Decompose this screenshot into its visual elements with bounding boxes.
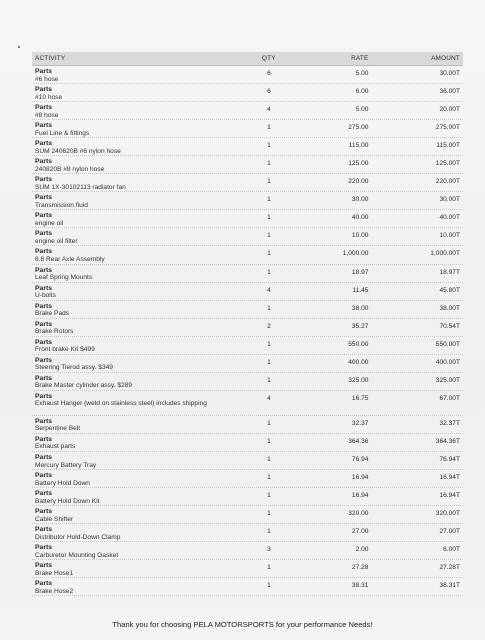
activity-cell <box>32 301 254 318</box>
qty-cell: 2 <box>267 322 271 330</box>
amount-cell: 70.54T <box>439 322 460 330</box>
rate-cell: 325.00 <box>348 376 369 384</box>
activity-cell <box>32 138 254 155</box>
activity-title: Parts <box>35 490 53 498</box>
amount-cell: 30.00T <box>439 70 460 77</box>
activity-cell <box>32 560 254 577</box>
rate-cell: 320.00 <box>348 510 369 518</box>
activity-description: #8 hose <box>35 111 59 119</box>
amount-cell: 10.00T <box>439 232 460 240</box>
qty-cell: 6 <box>267 70 271 77</box>
amount-cell: 40.00T <box>439 214 460 222</box>
amount-cell: 36.00T <box>439 88 460 96</box>
amount-cell: 38.00T <box>439 304 460 312</box>
qty-cell: 1 <box>267 510 271 518</box>
qty-cell: 3 <box>267 546 271 554</box>
table-row <box>32 488 463 506</box>
table-row <box>32 156 463 174</box>
activity-title: Parts <box>35 392 53 400</box>
activity-description: Brake Hose2 <box>35 587 74 595</box>
table-row <box>32 210 463 228</box>
table-row <box>32 265 463 283</box>
activity-cell <box>32 120 254 137</box>
table-row <box>32 542 463 560</box>
header-amount: AMOUNT <box>431 55 460 62</box>
activity-cell <box>32 488 254 505</box>
activity-description: Carburetor Mounting Gasket <box>35 551 119 559</box>
activity-description: Brake Master cylinder assy. $289 <box>35 382 132 390</box>
amount-cell: 67.00T <box>439 394 460 402</box>
qty-cell: 1 <box>267 419 271 427</box>
table-row <box>32 283 463 301</box>
header-qty: QTY <box>262 55 276 62</box>
rate-cell: 5.00 <box>355 106 369 114</box>
activity-description: Exhaust Hanger (weld on stainless steel) includes shipping <box>35 400 207 408</box>
qty-cell: 1 <box>267 196 271 204</box>
qty-cell: 1 <box>267 124 271 132</box>
rate-cell: 27.00 <box>351 528 369 536</box>
table-row <box>32 355 463 373</box>
header-rate: RATE <box>351 55 369 62</box>
amount-cell: 16.94T <box>439 473 460 481</box>
activity-cell <box>32 102 254 119</box>
activity-cell <box>32 319 254 336</box>
activity-title: Parts <box>35 176 53 184</box>
activity-cell <box>32 578 254 595</box>
activity-title: Parts <box>35 284 53 292</box>
qty-cell: 1 <box>267 304 271 312</box>
rate-cell: 38.31 <box>351 582 369 590</box>
qty-cell: 1 <box>267 142 271 150</box>
activity-title: Parts <box>35 417 53 425</box>
activity-title: Parts <box>35 562 53 570</box>
qty-cell: 1 <box>267 564 271 572</box>
activity-description: Brake Rotors <box>35 328 74 336</box>
activity-cell <box>32 391 254 408</box>
activity-cell <box>32 524 254 541</box>
table-row <box>32 470 463 488</box>
activity-cell <box>32 542 254 559</box>
amount-cell: 1,000.00T <box>430 250 460 258</box>
qty-cell: 4 <box>267 394 271 402</box>
amount-cell: 27.00T <box>439 528 460 536</box>
activity-cell <box>32 470 254 487</box>
rate-cell: 275.00 <box>348 124 369 132</box>
activity-title: Parts <box>35 86 53 94</box>
activity-description: engine oil <box>35 219 64 227</box>
amount-cell: 38.31T <box>439 582 460 590</box>
qty-cell: 1 <box>267 437 271 445</box>
qty-cell: 1 <box>267 473 271 481</box>
rate-cell: 76.94 <box>351 455 369 463</box>
table-row <box>32 319 463 337</box>
activity-cell <box>32 283 254 300</box>
table-row <box>32 434 463 452</box>
activity-cell <box>32 246 254 263</box>
amount-cell: 364.36T <box>435 437 460 445</box>
activity-title: Parts <box>35 338 53 346</box>
activity-description: 8.8 Rear Axle Assembly <box>35 256 105 264</box>
rate-cell: 16.75 <box>351 394 369 402</box>
activity-title: Parts <box>35 356 53 364</box>
header-activity: ACTIVITY <box>35 54 66 62</box>
activity-cell <box>32 452 254 469</box>
amount-cell: 6.00T <box>443 546 460 554</box>
qty-cell: 4 <box>267 286 271 294</box>
rate-cell: 115.00 <box>348 142 369 150</box>
activity-title: Parts <box>35 435 53 443</box>
rate-cell: 35.27 <box>351 322 369 330</box>
amount-cell: 325.00T <box>435 376 460 384</box>
qty-cell: 1 <box>267 582 271 590</box>
activity-cell <box>32 355 254 372</box>
qty-cell: 1 <box>267 268 271 276</box>
activity-title: Parts <box>35 374 53 382</box>
activity-title: Parts <box>35 471 53 479</box>
activity-title: Parts <box>35 266 53 274</box>
activity-title: Parts <box>35 212 53 220</box>
activity-title: Parts <box>35 320 53 328</box>
activity-description: U-bolts <box>35 292 56 300</box>
qty-cell: 1 <box>267 340 271 348</box>
activity-description: Mercury Battery Tray <box>35 461 97 469</box>
activity-title: Parts <box>35 140 53 148</box>
activity-description: Battery Hold Down Kit <box>35 497 100 505</box>
rate-cell: 27.28 <box>351 564 369 572</box>
activity-description: Brake Hose1 <box>35 569 74 577</box>
activity-cell <box>32 210 254 227</box>
rate-cell: 220.00 <box>348 178 369 186</box>
activity-title: Parts <box>35 508 53 516</box>
rate-cell: 6.00 <box>355 88 369 96</box>
amount-cell: 76.94T <box>439 455 460 463</box>
paper-mark <box>18 46 20 48</box>
activity-title: Parts <box>35 230 53 238</box>
activity-cell <box>32 174 254 191</box>
activity-title: Parts <box>35 158 53 166</box>
activity-title: Parts <box>35 68 53 75</box>
rate-cell: 38.00 <box>351 304 369 312</box>
activity-description: Brake Pads <box>35 310 70 318</box>
activity-description: Exhaust parts <box>35 443 76 451</box>
activity-description: #10 hose <box>35 93 63 101</box>
table-row <box>32 246 463 264</box>
amount-cell: 18.97T <box>439 268 460 276</box>
activity-cell <box>32 66 254 83</box>
table-row <box>32 337 463 355</box>
table-row <box>32 228 463 246</box>
rate-cell: 32.37 <box>351 419 369 427</box>
table-row <box>32 560 463 578</box>
rate-cell: 10.00 <box>351 232 369 240</box>
table-row <box>32 524 463 542</box>
qty-cell: 1 <box>267 250 271 258</box>
table-row <box>32 301 463 319</box>
qty-cell: 1 <box>267 232 271 240</box>
activity-cell <box>32 337 254 354</box>
activity-cell <box>32 84 254 101</box>
activity-cell <box>32 228 254 245</box>
amount-cell: 115.00T <box>436 142 460 150</box>
activity-title: Parts <box>35 248 53 256</box>
table-row <box>32 452 463 470</box>
rate-cell: 11.45 <box>352 286 369 294</box>
activity-description: Battery Hold Down <box>35 479 90 487</box>
activity-title: Parts <box>35 526 53 534</box>
qty-cell: 1 <box>267 214 271 222</box>
table-row <box>32 373 463 391</box>
rate-cell: 16.94 <box>351 473 369 481</box>
amount-cell: 20.00T <box>439 106 460 114</box>
qty-cell: 1 <box>267 358 271 366</box>
qty-cell: 1 <box>267 528 271 536</box>
table-row <box>32 138 463 156</box>
amount-cell: 45.80T <box>439 286 460 294</box>
qty-cell: 1 <box>267 376 271 384</box>
footer-thank-you: Thank you for choosing PELA MOTORSPORTS for your performance Needs! <box>112 620 373 629</box>
amount-cell: 275.00T <box>435 124 460 132</box>
activity-title: Parts <box>35 194 53 202</box>
activity-description: Front brake Kit $499 <box>35 346 95 354</box>
activity-cell <box>32 416 254 433</box>
table-row <box>32 102 463 120</box>
amount-cell: 27.28T <box>439 564 460 572</box>
amount-cell: 30.00T <box>439 196 460 204</box>
activity-description: Cable Shifter <box>35 515 74 523</box>
table-row <box>32 174 463 192</box>
activity-description: #6 hose <box>35 75 59 83</box>
qty-cell: 1 <box>267 178 271 186</box>
qty-cell: 6 <box>267 88 271 96</box>
activity-description: Steering Tierod assy. $349 <box>35 364 113 372</box>
rate-cell: 364.36 <box>348 437 369 445</box>
rate-cell: 5.00 <box>355 70 369 77</box>
amount-cell: 400.00T <box>435 358 460 366</box>
activity-cell <box>32 373 254 390</box>
rate-cell: 30.00 <box>351 196 369 204</box>
activity-description: Leaf Spring Mounts <box>35 274 93 282</box>
amount-cell: 32.37T <box>439 419 460 427</box>
activity-title: Parts <box>35 104 53 112</box>
table-header <box>32 52 463 66</box>
activity-description: Serpentine Belt <box>35 425 81 433</box>
rate-cell: 40.00 <box>351 214 369 222</box>
qty-cell: 4 <box>267 106 271 114</box>
activity-description: Transmission fluid <box>35 201 88 209</box>
activity-title: Parts <box>35 580 53 588</box>
table-row <box>32 391 463 416</box>
activity-title: Parts <box>35 122 53 130</box>
amount-cell: 220.00T <box>435 178 460 186</box>
activity-cell <box>32 265 254 282</box>
amount-cell: 16.94T <box>439 492 460 500</box>
invoice-table <box>32 52 463 596</box>
activity-cell <box>32 434 254 451</box>
table-row <box>32 192 463 210</box>
qty-cell: 1 <box>267 455 271 463</box>
table-row <box>32 66 463 84</box>
activity-description: Fuel Line & fittings <box>35 129 90 137</box>
amount-cell: 550.00T <box>435 340 460 348</box>
activity-title: Parts <box>35 453 53 461</box>
qty-cell: 1 <box>267 492 271 500</box>
rate-cell: 125.00 <box>348 160 369 168</box>
qty-cell: 1 <box>267 160 271 168</box>
table-row <box>32 120 463 138</box>
activity-title: Parts <box>35 544 53 552</box>
activity-cell <box>32 192 254 209</box>
rate-cell: 1,000.00 <box>342 250 369 258</box>
table-row <box>32 506 463 524</box>
activity-description: SUM 1X-30102113 radiator fan <box>35 183 126 191</box>
rate-cell: 400.00 <box>348 358 369 366</box>
activity-title: Parts <box>35 302 53 310</box>
table-row <box>32 84 463 102</box>
table-row <box>32 416 463 434</box>
activity-description: engine oil filter <box>35 238 78 246</box>
table-body <box>32 66 463 596</box>
rate-cell: 16.94 <box>351 492 369 500</box>
amount-cell: 125.00T <box>435 160 460 168</box>
rate-cell: 550.00 <box>348 340 369 348</box>
activity-cell <box>32 156 254 173</box>
amount-cell: 320.00T <box>435 510 460 518</box>
activity-description: SUM 240620B #6 nylon hose <box>35 147 121 155</box>
activity-cell <box>32 506 254 523</box>
activity-description: Distributor Hold-Down Clamp <box>35 533 121 541</box>
rate-cell: 18.97 <box>351 268 369 276</box>
activity-description: 240820B #8 nylon hose <box>35 165 105 173</box>
table-row <box>32 578 463 596</box>
rate-cell: 2.00 <box>355 546 369 554</box>
